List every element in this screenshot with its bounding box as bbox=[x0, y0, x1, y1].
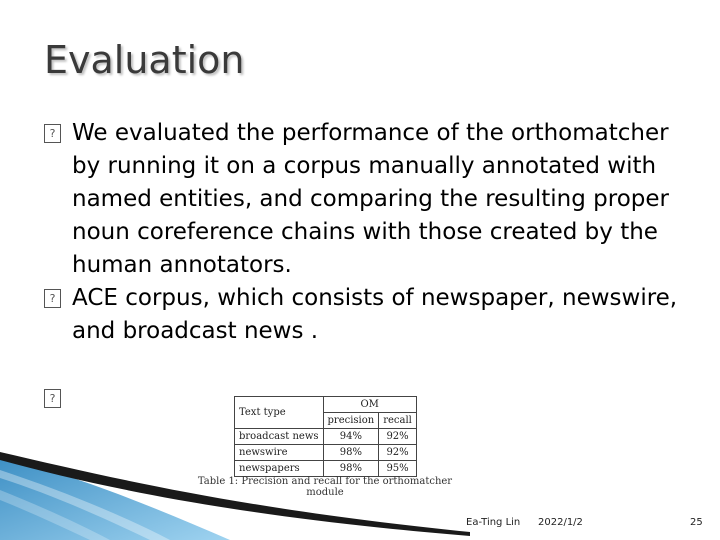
table-cell-precision: 98% bbox=[323, 461, 379, 477]
bullet-marker-icon: ? bbox=[44, 389, 61, 408]
bullet-text: ACE corpus, which consists of newspaper, newswire, and broadcast news . bbox=[72, 285, 678, 344]
table-cell-type: newswire bbox=[235, 445, 324, 461]
bullet-marker-icon: ? bbox=[44, 289, 61, 308]
bullet-list bbox=[44, 117, 684, 348]
table-cell-precision: 94% bbox=[323, 429, 379, 445]
table-caption: Table 1: Precision and recall for the orthomatcher module bbox=[197, 476, 453, 498]
table-header-row bbox=[235, 397, 417, 413]
table-cell-precision: 98% bbox=[323, 445, 379, 461]
table-cell-recall: 92% bbox=[379, 445, 417, 461]
table-cell-recall: 92% bbox=[379, 429, 417, 445]
bullet-item bbox=[44, 282, 684, 348]
swoosh-decoration bbox=[0, 450, 720, 540]
footer-date: 2022/1/2 bbox=[538, 517, 583, 528]
table-cell-recall: 95% bbox=[379, 461, 417, 477]
empty-bullet bbox=[44, 389, 61, 408]
table-header-om: OM bbox=[323, 397, 416, 413]
bullet-text: We evaluated the performance of the orthomatcher by running it on a corpus manually annotated with named entities, and comparing the resulting proper noun coreference chains with those created by the human annotators. bbox=[72, 120, 670, 278]
table-row bbox=[235, 429, 417, 445]
table-header-recall: recall bbox=[379, 413, 417, 429]
slide-title: Evaluation bbox=[44, 38, 245, 82]
footer-author: Ea-Ting Lin bbox=[466, 517, 521, 528]
bullet-marker-icon: ? bbox=[44, 124, 61, 143]
table-header-precision: precision bbox=[323, 413, 379, 429]
table-cell-type: newspapers bbox=[235, 461, 324, 477]
table-header-text-type: Text type bbox=[235, 397, 324, 429]
page-number: 25 bbox=[690, 517, 703, 528]
table-cell-type: broadcast news bbox=[235, 429, 324, 445]
bullet-item bbox=[44, 117, 684, 282]
